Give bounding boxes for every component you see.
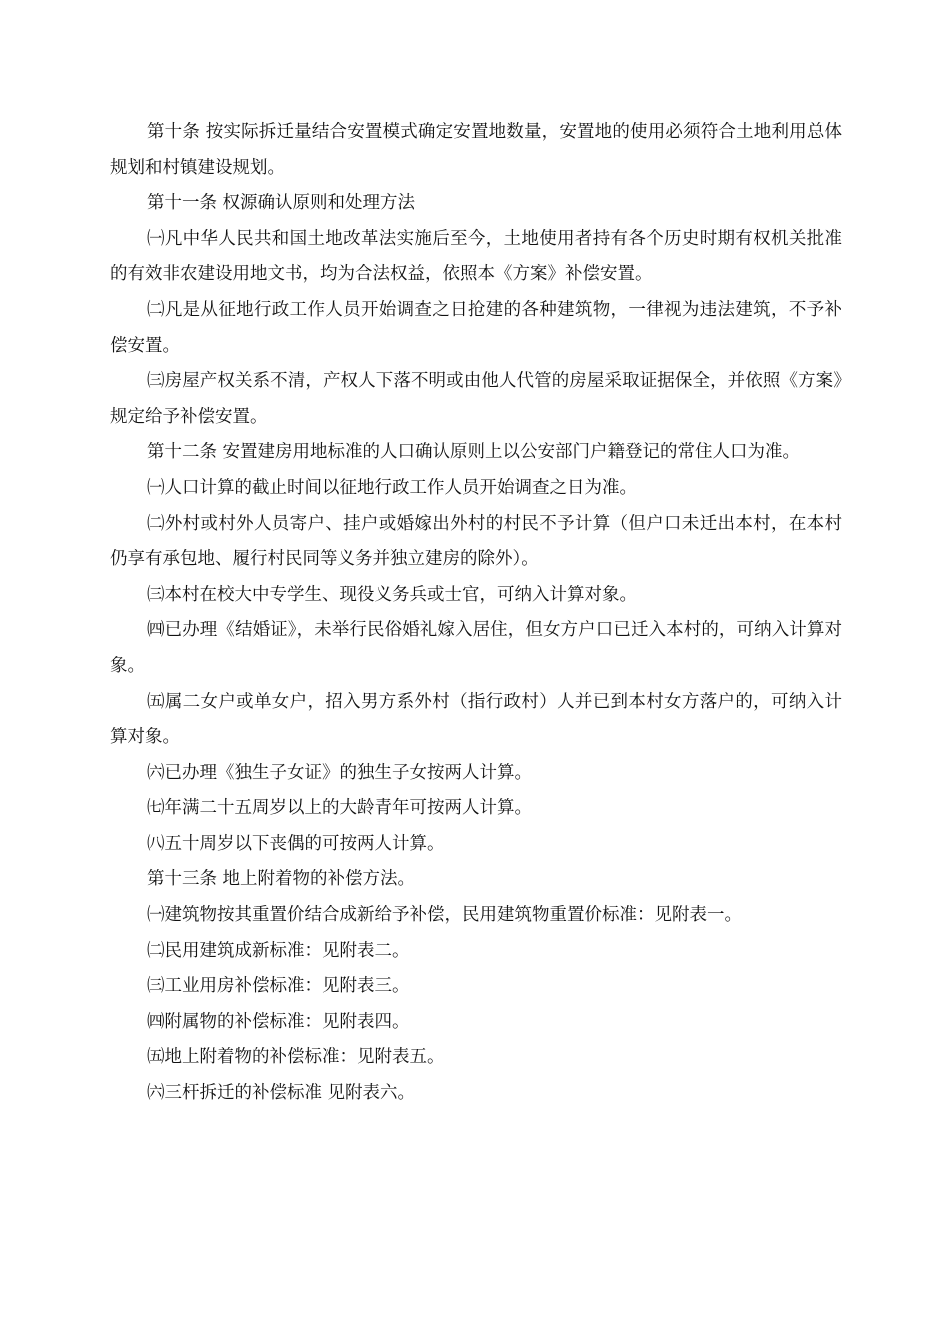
article-13-item-4: ㈣附属物的补偿标准：见附表四。 xyxy=(147,1011,410,1032)
article-13-item-3: ㈢工业用房补偿标准：见附表三。 xyxy=(147,976,410,997)
article-12-item-7: ㈦年满二十五周岁以上的大龄青年可按两人计算。 xyxy=(147,798,532,819)
article-13-item-1: ㈠建筑物按其重置价结合成新给予补偿，民用建筑物重置价标准：见附表一。 xyxy=(147,905,742,926)
article-12-item-5: ㈤属二女户或单女户，招入男方系外村（指行政村）人并已到本村女方落户的，可纳入计算对象。 xyxy=(110,691,842,748)
article-12-item-3: ㈢本村在校大中专学生、现役义务兵或士官，可纳入计算对象。 xyxy=(147,584,637,605)
article-13-item-6: ㈥三杆拆迁的补偿标准 见附表六。 xyxy=(147,1083,416,1104)
article-13-heading: 第十三条 地上附着物的补偿方法。 xyxy=(147,869,416,890)
article-12-item-4: ㈣已办理《结婚证》，未举行民俗婚礼嫁入居住，但女方户口已迁入本村的，可纳入计算对象。 xyxy=(110,620,842,676)
article-13-item-2: ㈡民用建筑成新标准：见附表二。 xyxy=(147,940,410,961)
article-11-heading: 第十一条 权源确认原则和处理方法 xyxy=(147,193,416,214)
article-12-heading: 第十二条 安置建房用地标准的人口确认原则上以公安部门户籍登记的常住人口为准。 xyxy=(147,442,801,463)
article-13-item-5: ㈤地上附着物的补偿标准：见附表五。 xyxy=(147,1047,445,1068)
article-11-item-1: ㈠凡中华人民共和国土地改革法实施后至今，土地使用者持有各个历史时期有权机关批准的有效非农建设用地文书，均为合法权益，依照本《方案》补偿安置。 xyxy=(110,228,842,285)
article-12-item-2: ㈡外村或村外人员寄户、挂户或婚嫁出外村的村民不予计算（但户口未迁出本村，在本村仍享有承包地、履行村民同等义务并独立建房的除外）。 xyxy=(110,513,842,570)
document-page xyxy=(110,115,842,1112)
article-11-item-2: ㈡凡是从征地行政工作人员开始调查之日抢建的各种建筑物，一律视为违法建筑，不予补偿安置。 xyxy=(110,299,842,356)
article-12-item-6: ㈥已办理《独生子女证》的独生子女按两人计算。 xyxy=(147,762,532,783)
article-10: 第十条 按实际拆迁量结合安置模式确定安置地数量，安置地的使用必须符合土地利用总体规划和村镇建设规划。 xyxy=(110,122,842,178)
article-12-item-8: ㈧五十周岁以下丧偶的可按两人计算。 xyxy=(147,833,445,854)
article-11-item-3: ㈢房屋产权关系不清，产权人下落不明或由他人代管的房屋采取证据保全，并依照《方案》规定给予补偿安置。 xyxy=(110,371,842,427)
article-12-item-1: ㈠人口计算的截止时间以征地行政工作人员开始调查之日为准。 xyxy=(147,477,637,498)
